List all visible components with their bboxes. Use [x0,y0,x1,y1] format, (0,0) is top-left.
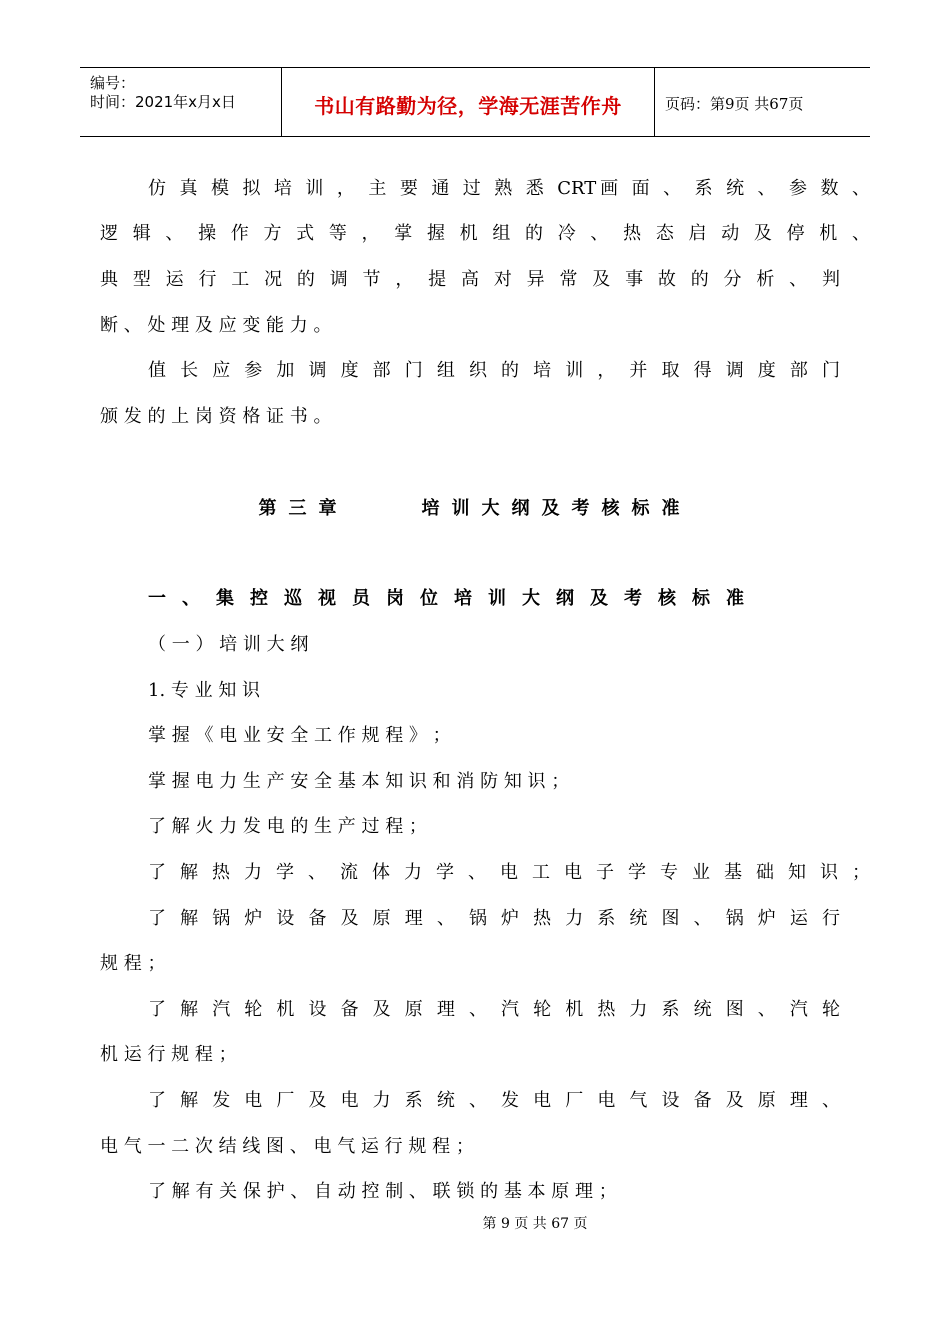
list-item: 了 解 火 力 发 电 的 生 产 过 程 ； [148,816,427,837]
document-header [80,67,870,137]
header-meta-cell [80,68,282,136]
list-item: 规 程 ； [100,953,166,974]
list-item: 了 解 有 关 保 护 、 自 动 控 制 、 联 锁 的 基 本 原 理 ； [148,1181,617,1202]
section-heading: 一、集控巡视员岗位培训大纲及考核标准 [148,588,760,609]
document-number-label: 编号： [90,74,136,92]
paragraph-line: 逻 辑 、 操 作 方 式 等 ， 掌 握 机 组 的 冷 、 热 态 启 动 及 停 机 、 [100,223,870,244]
header-page-info: 页码：第9页 共67页 [665,95,804,113]
subsection-heading: （ 一 ） 培 训 大 纲 [148,634,309,655]
list-item: 了 解 发 电 厂 及 电 力 系 统 、 发 电 厂 电 气 设 备 及 原 理 、 [148,1090,840,1111]
paragraph-line: 断 、 处 理 及 应 变 能 力 。 [100,315,332,336]
header-page-cell [655,68,870,136]
header-motto-cell [282,68,655,136]
paragraph-line: 颁 发 的 上 岗 资 格 证 书 。 [100,406,332,427]
header-motto: 书山有路勤为径，学海无涯苦作舟 [314,94,622,118]
footer-page-number: 第 9 页 共 67 页 [482,1216,588,1232]
list-item: 电 气 一 二 次 结 线 图 、 电 气 运 行 规 程 ； [100,1136,474,1157]
page-footer [0,1213,950,1233]
list-item: 了 解 热 力 学 、 流 体 力 学 、 电 工 电 子 学 专 业 基 础 知 识 ； [148,862,870,883]
paragraph-line: 典 型 运 行 工 况 的 调 节 ， 提 高 对 异 常 及 事 故 的 分 析 、 判 [100,269,840,290]
paragraph-line: 仿 真 模 拟 培 训 ， 主 要 通 过 熟 悉 CRT画 面 、 系 统 、 参 数 、 [148,178,870,199]
list-item: 机 运 行 规 程 ； [100,1044,237,1065]
list-item: 了 解 汽 轮 机 设 备 及 原 理 、 汽 轮 机 热 力 系 统 图 、 汽 轮 [148,999,840,1020]
list-item: 掌 握 电 力 生 产 安 全 基 本 知 识 和 消 防 知 识 ； [148,771,570,792]
list-item: 了 解 锅 炉 设 备 及 原 理 、 锅 炉 热 力 系 统 图 、 锅 炉 运 行 [148,908,840,929]
document-date: 时间：2021年x月x日 [90,93,236,111]
paragraph-line: 值 长 应 参 加 调 度 部 门 组 织 的 培 训 ， 并 取 得 调 度 部 门 [148,360,840,381]
list-item-heading: 1. 专 业 知 识 [148,680,261,701]
chapter-heading: 第三章 培训大纲及考核标准 [258,498,692,519]
list-item: 掌 握 《 电 业 安 全 工 作 规 程 》 ； [148,725,451,746]
